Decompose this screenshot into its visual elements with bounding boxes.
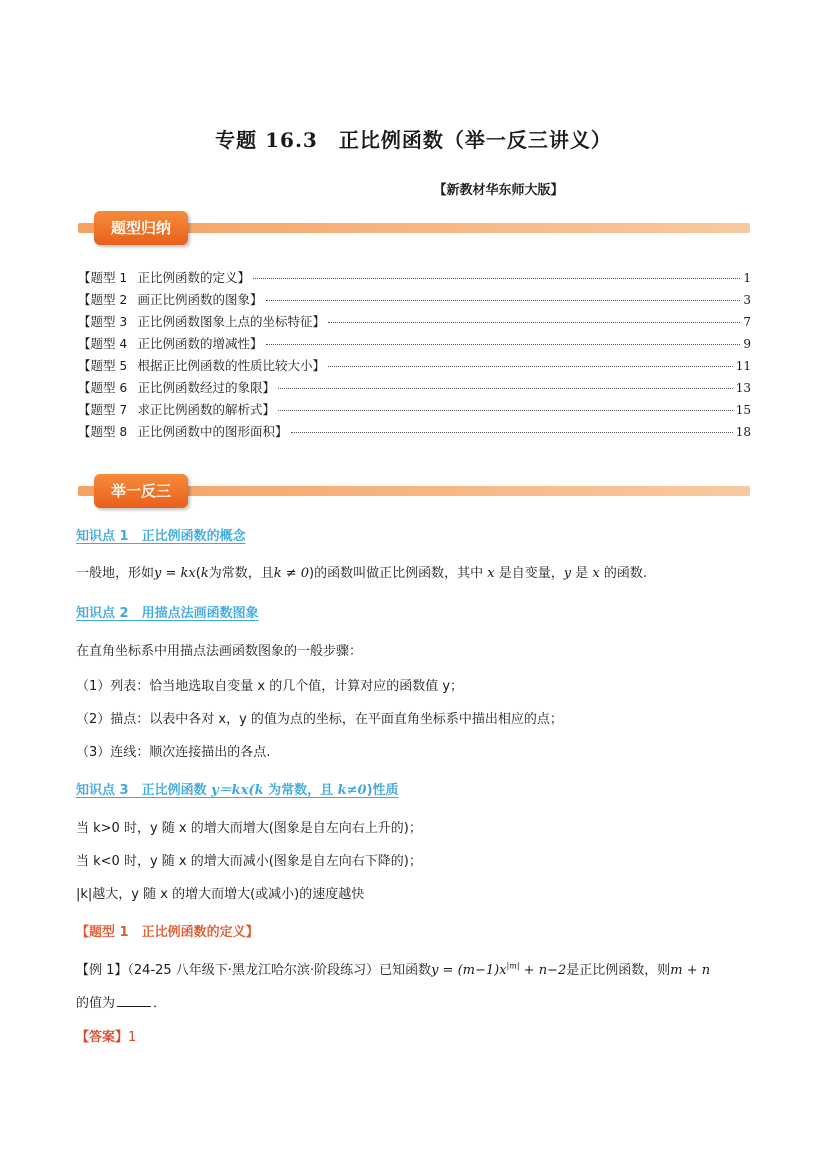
toc-row[interactable] bbox=[78, 268, 751, 290]
toc-page: 9 bbox=[743, 337, 751, 351]
toc-label: 【题型 7 求正比例函数的解析式】 bbox=[78, 402, 276, 417]
knowledge-point-3-heading: 知识点 3 正比例函数 y＝kx(k 为常数，且 k≠0)性质 bbox=[76, 783, 399, 798]
toc-leader bbox=[278, 410, 733, 411]
toc-row[interactable] bbox=[78, 312, 751, 334]
answer-label: 【答案】 bbox=[76, 1030, 129, 1045]
kp2-line: （2）描点：以表中各对 x，y 的值为点的坐标，在平面直角坐标系中描出相应的点； bbox=[76, 712, 563, 727]
knowledge-point-1-text: 一般地，形如y = kx(k为常数，且k ≠ 0)的函数叫做正比例函数，其中 x 是自变量，y 是 x 的函数. bbox=[76, 566, 648, 581]
toc-row[interactable] bbox=[78, 422, 751, 444]
toc-leader bbox=[253, 278, 740, 279]
toc-row[interactable] bbox=[78, 290, 751, 312]
toc-page: 1 bbox=[743, 271, 751, 285]
toc-page: 7 bbox=[743, 315, 751, 329]
question-type-1-heading: 【题型 1 正比例函数的定义】 bbox=[76, 925, 259, 940]
example-1-line-2: 的值为 ． bbox=[76, 996, 167, 1011]
banner-tab-practice: 举一反三 bbox=[94, 474, 188, 508]
toc-leader bbox=[266, 300, 741, 301]
toc-row[interactable] bbox=[78, 356, 751, 378]
kp2-line: （3）连线：顺次连接描出的各点. bbox=[76, 745, 271, 760]
toc-page: 15 bbox=[735, 403, 751, 417]
toc-label: 【题型 1 正比例函数的定义】 bbox=[78, 270, 251, 285]
kp2-line: 在直角坐标系中用描点法画函数图象的一般步骤： bbox=[76, 644, 363, 659]
answer-value: 1 bbox=[128, 1030, 137, 1045]
toc-page: 13 bbox=[735, 381, 751, 395]
toc-leader bbox=[266, 344, 741, 345]
page-title: 专题 16.3 正比例函数（举一反三讲义） bbox=[215, 128, 612, 152]
toc-page: 18 bbox=[735, 425, 751, 439]
kp3-line: 当 k>0 时，y 随 x 的增大而增大(图象是自左向右上升的)； bbox=[76, 821, 422, 836]
example-1-line-1: 【例 1】（24-25 八年级下·黑龙江哈尔滨·阶段练习）已知函数$y = (m-1)x^{|m|} + n-2$是正比例函数，则m + n bbox=[76, 961, 711, 978]
edition-label: 【新教材华东师大版】 bbox=[433, 183, 564, 198]
summary-banner bbox=[78, 211, 750, 245]
toc-label: 【题型 8 正比例函数中的图形面积】 bbox=[78, 424, 288, 439]
banner-tab-summary: 题型归纳 bbox=[94, 211, 188, 245]
table-of-contents bbox=[78, 268, 751, 444]
toc-label: 【题型 4 正比例函数的增减性】 bbox=[78, 336, 263, 351]
kp3-line: 当 k<0 时，y 随 x 的增大而减小(图象是自左向右下降的)； bbox=[76, 854, 422, 869]
answer-blank[interactable] bbox=[117, 1006, 151, 1007]
toc-page: 11 bbox=[735, 359, 751, 373]
toc-leader bbox=[328, 366, 733, 367]
kp3-line: |k|越大，y 随 x 的增大而增大(或减小)的速度越快 bbox=[76, 887, 365, 902]
toc-label: 【题型 5 根据正比例函数的性质比较大小】 bbox=[78, 358, 326, 373]
toc-row[interactable] bbox=[78, 400, 751, 422]
toc-label: 【题型 2 画正比例函数的图象】 bbox=[78, 292, 263, 307]
toc-leader bbox=[328, 322, 740, 323]
toc-label: 【题型 6 正比例函数经过的象限】 bbox=[78, 380, 276, 395]
practice-banner bbox=[78, 474, 750, 508]
toc-leader bbox=[278, 388, 733, 389]
toc-label: 【题型 3 正比例函数图象上点的坐标特征】 bbox=[78, 314, 326, 329]
toc-row[interactable] bbox=[78, 378, 751, 400]
toc-row[interactable] bbox=[78, 334, 751, 356]
answer bbox=[76, 1026, 136, 1045]
knowledge-point-1-heading: 知识点 1 正比例函数的概念 bbox=[76, 529, 246, 544]
toc-leader bbox=[291, 432, 733, 433]
toc-page: 3 bbox=[743, 293, 751, 307]
kp2-line: （1）列表：恰当地选取自变量 x 的几个值，计算对应的函数值 y； bbox=[76, 679, 464, 694]
knowledge-point-2-heading: 知识点 2 用描点法画函数图象 bbox=[76, 606, 259, 621]
